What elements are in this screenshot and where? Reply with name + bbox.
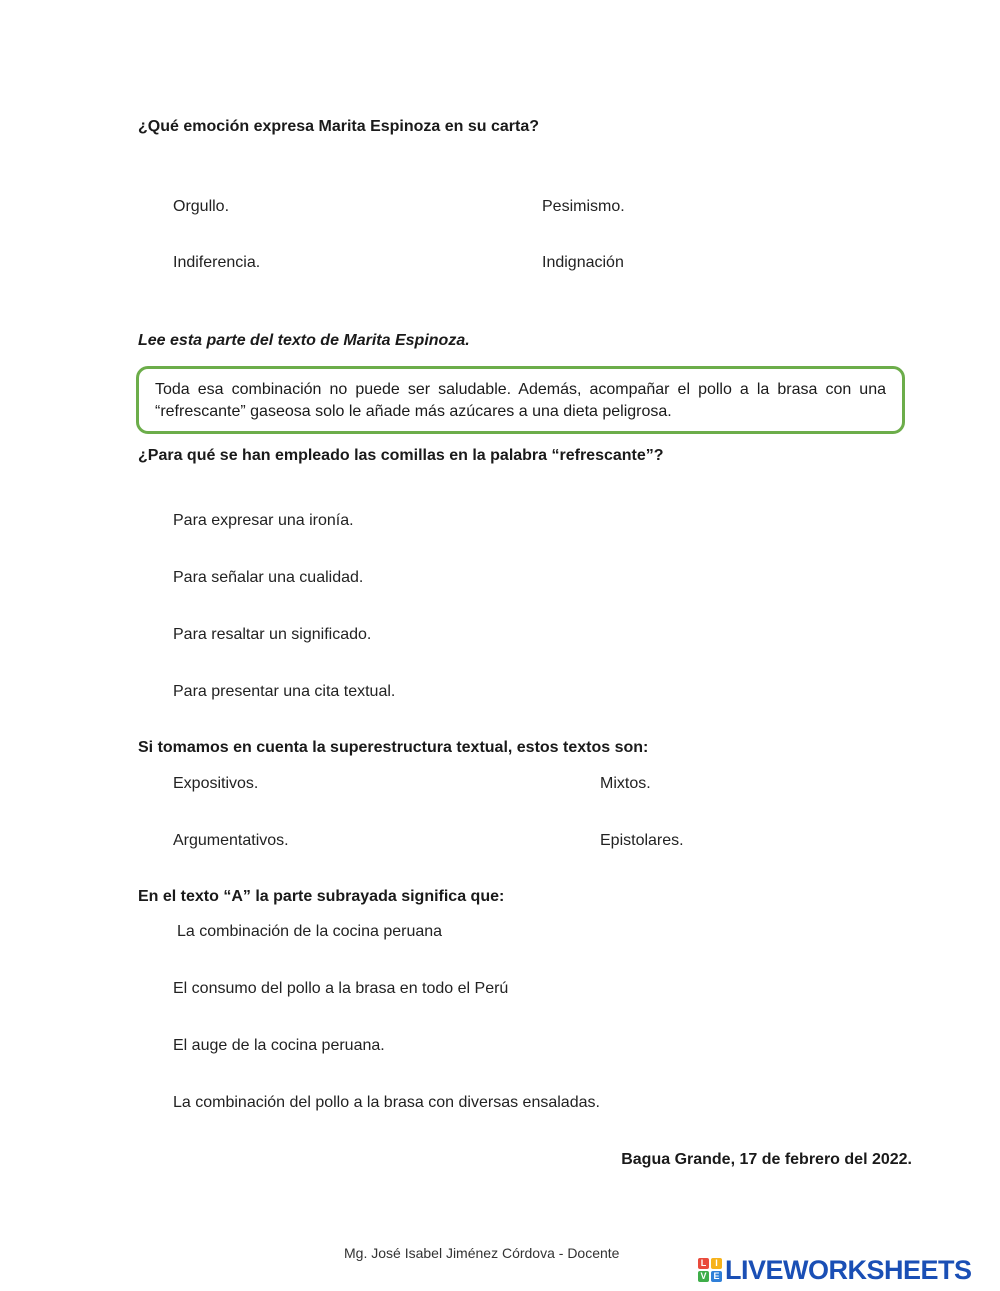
q3-option-2[interactable]: Mixtos.	[600, 775, 651, 792]
question-1: ¿Qué emoción expresa Marita Espinoza en su carta?	[138, 118, 540, 135]
question-3: Si tomamos en cuenta la superestructura textual, estos textos son:	[138, 739, 649, 756]
excerpt-box	[136, 366, 905, 434]
q4-option-4[interactable]: La combinación del pollo a la brasa con diversas ensaladas.	[173, 1094, 600, 1111]
q1-option-2[interactable]: Pesimismo.	[542, 198, 625, 215]
logo-letter-v: V	[698, 1271, 709, 1282]
question-2: ¿Para qué se han empleado las comillas en la palabra “refrescante”?	[138, 447, 664, 464]
logo-text: LIVEWORKSHEETS	[725, 1254, 972, 1285]
author-footer: Mg. José Isabel Jiménez Córdova - Docente	[344, 1245, 620, 1261]
q1-option-3[interactable]: Indiferencia.	[173, 254, 261, 271]
liveworksheets-logo[interactable]	[698, 1256, 972, 1284]
q2-option-4[interactable]: Para presentar una cita textual.	[173, 683, 396, 700]
logo-letter-e: E	[711, 1271, 722, 1282]
q2-option-1[interactable]: Para expresar una ironía.	[173, 512, 354, 529]
logo-grid-icon	[698, 1258, 722, 1282]
logo-letter-l: L	[698, 1258, 709, 1269]
q2-instruction: Lee esta parte del texto de Marita Espinoza.	[138, 332, 470, 349]
q3-option-1[interactable]: Expositivos.	[173, 775, 259, 792]
q2-option-2[interactable]: Para señalar una cualidad.	[173, 569, 364, 586]
q1-option-4[interactable]: Indignación	[542, 254, 624, 271]
q4-option-1[interactable]: La combinación de la cocina peruana	[177, 923, 443, 940]
q1-option-1[interactable]: Orgullo.	[173, 198, 230, 215]
q3-option-3[interactable]: Argumentativos.	[173, 832, 289, 849]
excerpt-text: Toda esa combinación no puede ser saludable. Además, acompañar el pollo a la brasa con una “refrescante” gaseosa solo le añade más azúcares a una dieta peligrosa.	[155, 381, 886, 420]
q3-option-4[interactable]: Epistolares.	[600, 832, 684, 849]
q4-option-2[interactable]: El consumo del pollo a la brasa en todo el Perú	[173, 980, 509, 997]
logo-letter-i: I	[711, 1258, 722, 1269]
question-4: En el texto “A” la parte subrayada significa que:	[138, 888, 505, 905]
q2-option-3[interactable]: Para resaltar un significado.	[173, 626, 372, 643]
q4-option-3[interactable]: El auge de la cocina peruana.	[173, 1037, 385, 1054]
place-date: Bagua Grande, 17 de febrero del 2022.	[621, 1151, 912, 1168]
